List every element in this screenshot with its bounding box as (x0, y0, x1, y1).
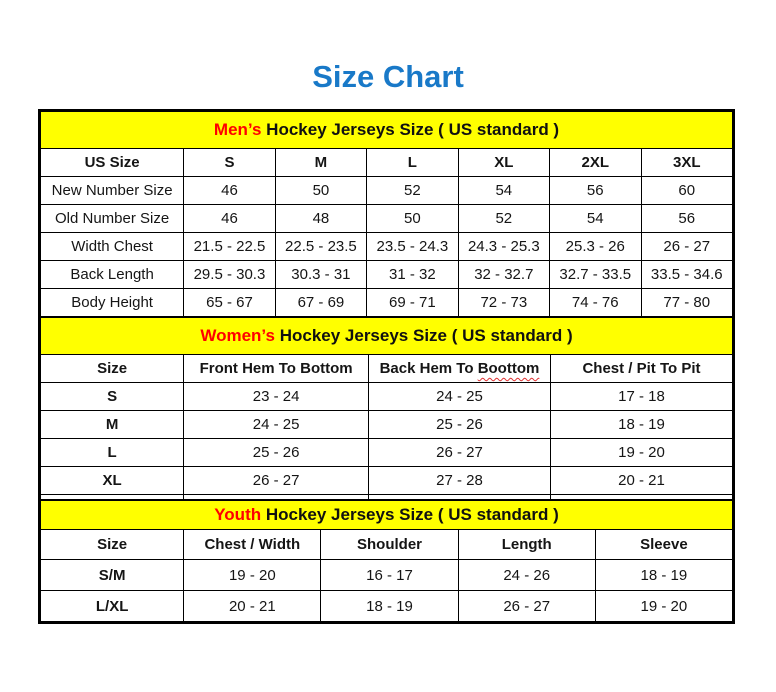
size-value: 24 - 25 (368, 383, 550, 411)
size-value: 56 (641, 205, 733, 233)
youth-caption-highlight: Youth (214, 505, 262, 525)
column-header: Size (41, 355, 184, 383)
size-value: 23 - 24 (184, 383, 369, 411)
mens-size-table (40, 111, 733, 317)
youth-caption-row (41, 501, 733, 530)
column-header: M (275, 149, 366, 177)
size-value: 31 - 32 (367, 261, 458, 289)
row-label: Back Length (41, 261, 184, 289)
size-value: 17 - 18 (550, 383, 732, 411)
size-value: 20 - 21 (550, 467, 732, 495)
youth-caption (41, 501, 733, 530)
size-value: 72 - 73 (458, 289, 549, 317)
column-header: Length (458, 530, 595, 560)
size-value: 69 - 71 (367, 289, 458, 317)
womens-header-row (41, 355, 733, 383)
table-row (41, 411, 733, 439)
size-value: 46 (184, 205, 275, 233)
size-value: 56 (550, 177, 641, 205)
table-row (41, 439, 733, 467)
womens-caption-text: Hockey Jerseys Size ( US standard ) (274, 326, 573, 346)
size-value: 22.5 - 23.5 (275, 233, 366, 261)
size-value: 67 - 69 (275, 289, 366, 317)
size-value: 24 - 26 (458, 560, 595, 591)
back-hem-prefix: Back Hem To (379, 360, 478, 378)
column-header: 3XL (641, 149, 733, 177)
table-row (41, 289, 733, 317)
size-value: 24.3 - 25.3 (458, 233, 549, 261)
mens-caption-row (41, 112, 733, 149)
size-value: 46 (184, 177, 275, 205)
row-label: M (41, 411, 184, 439)
size-value: 21.5 - 22.5 (184, 233, 275, 261)
column-header: XL (458, 149, 549, 177)
size-value: 60 (641, 177, 733, 205)
size-value: 25 - 26 (184, 439, 369, 467)
size-value: 77 - 80 (641, 289, 733, 317)
youth-caption-text: Hockey Jerseys Size ( US standard ) (261, 505, 559, 525)
misspelled-word: Boottom (477, 360, 540, 378)
table-row (41, 383, 733, 411)
page-title: Size Chart (312, 59, 464, 94)
size-value: 32.7 - 33.5 (550, 261, 641, 289)
row-label: S/M (41, 560, 184, 591)
row-label: Old Number Size (41, 205, 184, 233)
spacer-row (41, 495, 733, 500)
table-row (41, 261, 733, 289)
size-value: 30.3 - 31 (275, 261, 366, 289)
row-label: New Number Size (41, 177, 184, 205)
size-value: 20 - 21 (184, 591, 321, 622)
womens-caption-highlight: Women’s (200, 326, 275, 346)
column-header: Sleeve (595, 530, 732, 560)
row-label: XL (41, 467, 184, 495)
size-value: 18 - 19 (550, 411, 732, 439)
size-value: 74 - 76 (550, 289, 641, 317)
size-value: 16 - 17 (321, 560, 458, 591)
size-value: 33.5 - 34.6 (641, 261, 733, 289)
row-label: Body Height (41, 289, 184, 317)
size-value: 26 - 27 (458, 591, 595, 622)
column-header: L (367, 149, 458, 177)
column-header: S (184, 149, 275, 177)
womens-caption-row (41, 318, 733, 355)
column-header: Front Hem To Bottom (184, 355, 369, 383)
column-header: 2XL (550, 149, 641, 177)
size-value: 52 (367, 177, 458, 205)
size-value: 24 - 25 (184, 411, 369, 439)
size-value: 52 (458, 205, 549, 233)
size-value: 26 - 27 (368, 439, 550, 467)
column-header-misspelled (368, 355, 550, 383)
size-value: 18 - 19 (595, 560, 732, 591)
size-value: 19 - 20 (184, 560, 321, 591)
row-label: L/XL (41, 591, 184, 622)
table-row (41, 205, 733, 233)
mens-caption (41, 112, 733, 149)
size-value: 19 - 20 (595, 591, 732, 622)
size-value: 23.5 - 24.3 (367, 233, 458, 261)
row-label: L (41, 439, 184, 467)
column-header: US Size (41, 149, 184, 177)
size-value: 19 - 20 (550, 439, 732, 467)
size-value: 25 - 26 (368, 411, 550, 439)
row-label: Width Chest (41, 233, 184, 261)
size-value: 29.5 - 30.3 (184, 261, 275, 289)
size-value: 18 - 19 (321, 591, 458, 622)
table-row (41, 467, 733, 495)
youth-header-row (41, 530, 733, 560)
size-value: 26 - 27 (184, 467, 369, 495)
mens-header-row (41, 149, 733, 177)
table-row (41, 560, 733, 591)
table-row (41, 591, 733, 622)
size-value: 54 (550, 205, 641, 233)
mens-caption-text: Hockey Jerseys Size ( US standard ) (261, 120, 560, 140)
size-value: 32 - 32.7 (458, 261, 549, 289)
column-header: Chest / Width (184, 530, 321, 560)
column-header: Shoulder (321, 530, 458, 560)
size-value: 65 - 67 (184, 289, 275, 317)
size-value: 50 (275, 177, 366, 205)
size-value: 54 (458, 177, 549, 205)
row-label: S (41, 383, 184, 411)
table-row (41, 233, 733, 261)
womens-caption (41, 318, 733, 355)
size-value: 25.3 - 26 (550, 233, 641, 261)
column-header: Size (41, 530, 184, 560)
womens-size-table (40, 317, 733, 500)
column-header: Chest / Pit To Pit (550, 355, 732, 383)
table-row (41, 177, 733, 205)
size-value: 27 - 28 (368, 467, 550, 495)
size-value: 26 - 27 (641, 233, 733, 261)
youth-size-table (40, 500, 733, 622)
size-value: 50 (367, 205, 458, 233)
mens-caption-highlight: Men’s (213, 120, 262, 140)
size-chart-container (38, 109, 735, 624)
size-value: 48 (275, 205, 366, 233)
